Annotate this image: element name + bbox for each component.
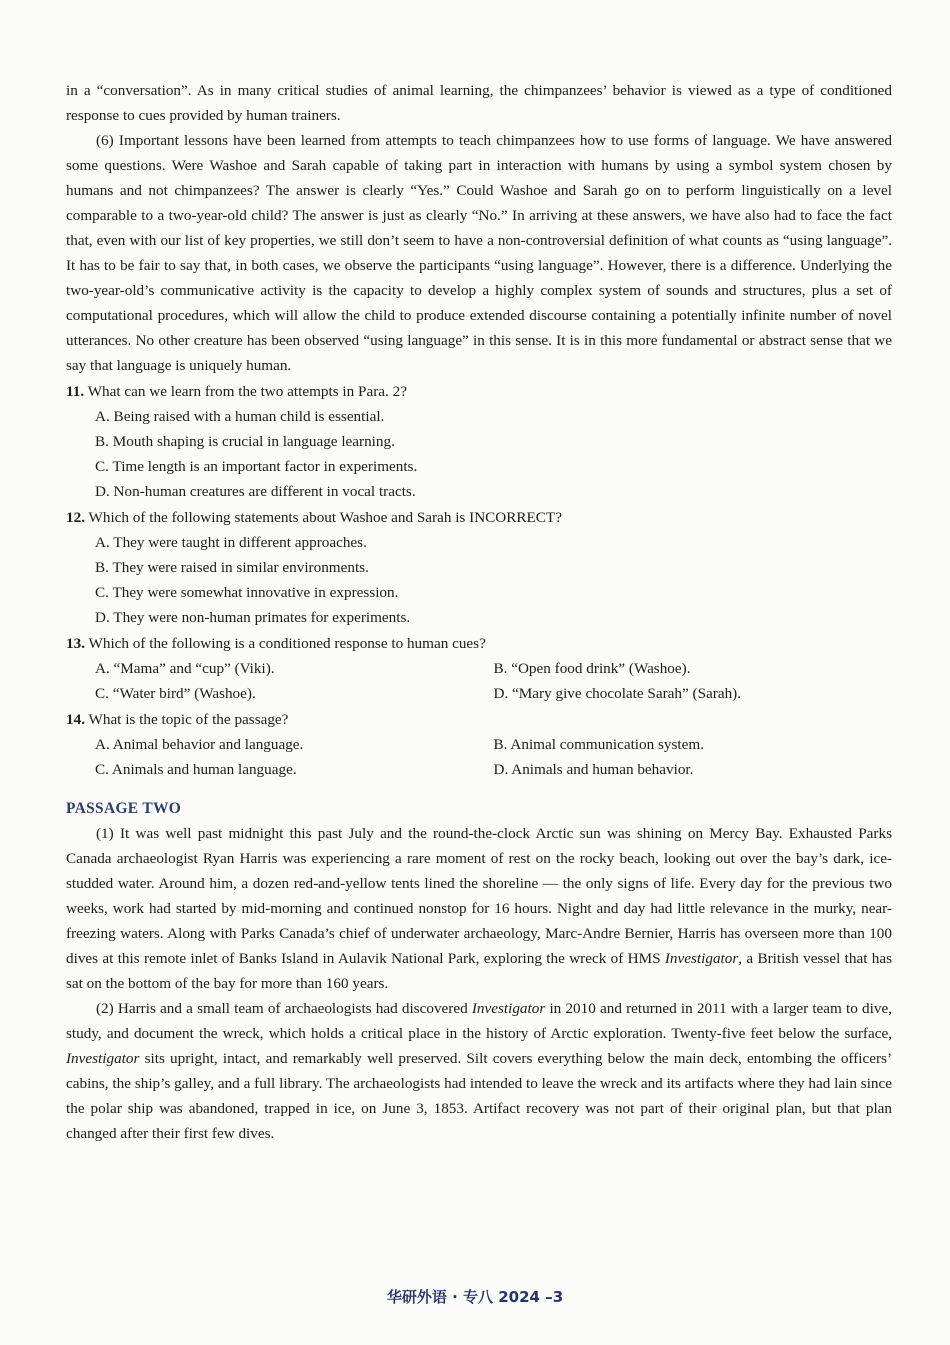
question-12	[66, 505, 892, 530]
question-13	[66, 631, 892, 656]
option-a: A. They were taught in different approaches.	[95, 534, 367, 551]
question-text: What can we learn from the two attempts in Para. 2?	[87, 383, 407, 400]
option-b: B. They were raised in similar environments.	[95, 559, 369, 576]
paragraph-text: (2) Harris and a small team of archaeologists had discovered	[96, 1000, 472, 1017]
question-11	[66, 379, 892, 404]
option-a: A. Being raised with a human child is essential.	[95, 408, 385, 425]
passage-two-paragraph-1	[66, 821, 892, 996]
option-b: B. Animal communication system.	[493, 736, 704, 753]
page-footer: 华研外语 · 专八 2024 –3	[386, 1288, 564, 1306]
question-14	[66, 707, 892, 732]
ship-name: Investigator	[664, 950, 739, 967]
paragraph-6: (6) Important lessons have been learned from attempts to teach chimpanzees how to use forms of language. We have answered some questions. Were Washoe and Sarah capable of taking part in interaction with humans by using a symbol system chosen by humans and not chimpanzees? The answer is clearly “Yes.” Could Washoe and Sarah go on to perform linguistically on a level comparable to a two-year-old child? The answer is just as clearly “No.” In arriving at these answers, we have also had to face the fact that, even with our list of key properties, we still don’t seem to have a non-controversial definition of what counts as “using language”. It has to be fair to say that, in both cases, we observe the participants “using language”. However, there is a difference. Underlying the two-year-old’s communicative activity is the capacity to develop a highly complex system of sounds and structures, plus a set of computational procedures, which will allow the child to produce extended discourse containing a potentially infinite number of novel utterances. No other creature has been observed “using language” in this sense. It is in this more fundamental or abstract sense that we say that language is uniquely human.	[66, 132, 892, 374]
document-page	[66, 78, 892, 1146]
option-c: C. They were somewhat innovative in expression.	[95, 584, 399, 601]
paragraph-text: sits upright, intact, and remarkably well preserved. Silt covers everything below the main deck, entombing the officers’ cabins, the ship’s galley, and a full library. The archaeologists had intended to leave the wreck and its artifacts where they had lain since the polar ship was abandoned, trapped in ice, on June 3, 1853. Artifact recovery was not part of their original plan, but that plan changed after their first few dives.	[66, 1050, 892, 1142]
passage-two-paragraph-2	[66, 996, 892, 1146]
paragraph-5-tail: in a “conversation”. As in many critical studies of animal learning, the chimpanzees’ behavior is viewed as a type of conditioned response to cues provided by human trainers.	[66, 82, 892, 124]
question-text: Which of the following statements about Washoe and Sarah is INCORRECT?	[88, 509, 562, 526]
option-row	[66, 757, 892, 782]
option-c: C. “Water bird” (Washoe).	[95, 685, 256, 702]
option-d: D. Non-human creatures are different in vocal tracts.	[95, 483, 416, 500]
option-a: A. “Mama” and “cup” (Viki).	[95, 660, 275, 677]
option-b: B. “Open food drink” (Washoe).	[493, 660, 691, 677]
option-row	[66, 732, 892, 757]
option-d: D. “Mary give chocolate Sarah” (Sarah).	[493, 685, 742, 702]
option-d: D. They were non-human primates for experiments.	[95, 609, 411, 626]
question-text: Which of the following is a conditioned response to human cues?	[88, 635, 486, 652]
question-text: What is the topic of the passage?	[88, 711, 289, 728]
paragraph-text: , a British vessel that has sat on the bottom of the bay for more than 160 years.	[66, 950, 892, 992]
paragraph-text: (1) It was well past midnight this past July and the round-the-clock Arctic sun was shining on Mercy Bay. Exhausted Parks Canada archaeologist Ryan Harris was experiencing a rare moment of rest on the rocky beach, looking out over the bay’s dark, ice-studded water. Around him, a dozen red-and-yellow tents lined the shoreline — the only signs of life. Every day for the previous two weeks, work had started by mid-morning and continued nonstop for 16 hours. Night and day had little relevance in the murky, near-freezing waters. Along with Parks Canada’s chief of underwater archaeology, Marc-Andre Bernier, Harris has overseen more than 100 dives at this remote inlet of Banks Island in Aulavik National Park, exploring the wreck of HMS	[66, 825, 892, 967]
option-d: D. Animals and human behavior.	[493, 761, 694, 778]
question-number: 12.	[66, 509, 85, 526]
question-number: 14.	[66, 711, 85, 728]
question-number: 11.	[66, 383, 85, 400]
option-row	[66, 681, 892, 706]
option-row	[66, 656, 892, 681]
option-a: A. Animal behavior and language.	[95, 736, 304, 753]
ship-name: Investigator	[471, 1000, 546, 1017]
ship-name: Investigator	[66, 1050, 140, 1067]
paragraph-text: in 2010 and returned in 2011 with a larger team to dive, study, and document the wreck, which holds a critical place in the history of Arctic exploration. Twenty-five feet below the surface,	[66, 1000, 892, 1042]
option-b: B. Mouth shaping is crucial in language learning.	[95, 433, 395, 450]
option-c: C. Animals and human language.	[95, 761, 297, 778]
passage-two-title: PASSAGE TWO	[66, 800, 182, 817]
option-c: C. Time length is an important factor in experiments.	[95, 458, 418, 475]
question-number: 13.	[66, 635, 85, 652]
